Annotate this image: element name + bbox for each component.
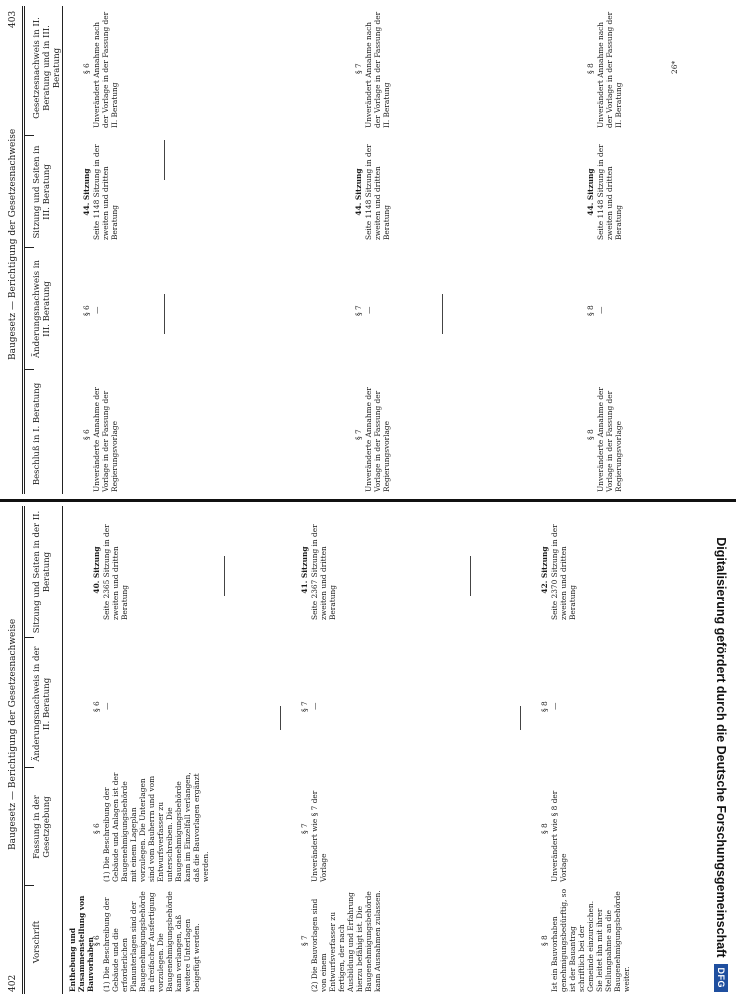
para-mark: § 7: [300, 701, 309, 712]
para-mark: § 6: [82, 429, 91, 440]
para-mark: § 8: [540, 701, 549, 712]
para-mark: § 7: [300, 935, 309, 946]
dash-value: —: [92, 306, 101, 314]
sitzung-label: 44. Sitzung: [586, 168, 595, 216]
running-head-right: Baugesetz — Berichtigung der Gesetzesnachweise: [8, 128, 18, 360]
para-mark: § 6: [92, 701, 101, 712]
para-mark: § 7: [354, 429, 363, 440]
gesetz-text: Unverändert Annahme nach der Vorlage in der Fassung der II. Beratung: [364, 11, 392, 128]
dfg-logo: DFG: [714, 964, 728, 993]
page-number-left: 402: [8, 974, 18, 992]
beschluss-text: Unveränderte Annahme der Vorlage in der Fassung der Regierungsvorlage: [92, 387, 120, 492]
dfg-watermark-text: Digitalisierung gefördert durch die Deutsche Forschungsgemeinschaft: [714, 537, 728, 958]
para-mark: § 6: [92, 935, 101, 946]
page-number-right: 403: [8, 10, 18, 28]
col-header: Änderungsnachweis in der II. Beratung: [32, 646, 53, 762]
para-mark: § 8: [540, 935, 549, 946]
para-mark: § 6: [82, 305, 91, 316]
sitzung-label: 40. Sitzung: [92, 546, 101, 594]
para-mark: § 8: [540, 823, 549, 834]
col-header: Beschluß in I. Beratung: [32, 382, 42, 486]
col-header: Sitzung und Seiten in der II. Beratung: [32, 510, 53, 634]
footnote-mark: 26*: [670, 60, 679, 74]
fassung-text: Unverändert wie § 8 der Vorlage: [550, 790, 569, 882]
dash-value: —: [364, 306, 373, 314]
sitzung-label: 44. Sitzung: [354, 168, 363, 216]
para-mark: § 6: [92, 823, 101, 834]
para-mark: § 6: [82, 63, 91, 74]
para-mark: § 8: [586, 305, 595, 316]
fassung-text: Unverändert wie § 7 der Vorlage: [310, 790, 329, 882]
sitzung-detail: Seite 1148 Sitzung in der zweiten und dritten Beratung: [596, 144, 624, 240]
para-mark: § 8: [586, 429, 595, 440]
dfg-watermark-strip: [706, 0, 736, 1000]
col-header: Gesetzesnachweis in II. Beratung und in III. Beratung: [32, 17, 63, 119]
vorschrift-text: Ist ein Bauvorhaben genehmigungsbedürftig, so ist der Bauantrag schriftlich bei der Gemeinde einzureichen. Sie leitet ihn mit ihrer Stellungnahme an die Baugenehmigungsbehörde weiter.: [550, 888, 632, 992]
gesetz-text: Unverändert Annahme nach der Vorlage in der Fassung der II. Beratung: [596, 11, 624, 128]
col-header: Sitzung und Seiten in III. Beratung: [32, 145, 53, 239]
running-head-left: Baugesetz — Berichtigung der Gesetzesnachweise: [8, 618, 18, 850]
dash-value: —: [310, 702, 319, 710]
gesetz-text: Unverändert Annahme nach der Vorlage in der Fassung der II. Beratung: [92, 11, 120, 128]
dash-value: —: [550, 702, 559, 710]
sitzung-detail: Seite 2370 Sitzung in der zweiten und dritten Beratung: [550, 524, 578, 620]
col-header: Fassung in der Gesetzgebung: [32, 795, 53, 859]
para-mark: § 7: [300, 823, 309, 834]
fassung-text: (1) Die Beschreibung der Gebäude und Anlagen ist der Baugenehmigungsbehörde mit einem Lageplan vorzulegen. Die Unterlagen sind vom Bauherrn und vom Entwurfsverfasser zu unterschreiben. Die Baugenehmigungsbehörde kann im Einzelfall verlangen, daß die Bauvorlagen ergänzt werden.: [102, 772, 211, 882]
col-header: Änderungsnachweis in III. Beratung: [32, 260, 53, 358]
beschluss-text: Unveränderte Annahme der Vorlage in der Fassung der Regierungsvorlage: [596, 387, 624, 492]
sitzung-label: 44. Sitzung: [82, 168, 91, 216]
vorschrift-text: (2) Die Bauvorlagen sind von einem Entwurfsverfasser zu fertigen, der nach Ausbildung und Erfahrung hierzu befähigt ist. Die Baugenehmigungsbehörde kann Ausnahmen zulassen.: [310, 890, 383, 992]
sitzung-detail: Seite 2365 Sitzung in der zweiten und dritten Beratung: [102, 524, 130, 620]
section-title: Enthebung und Zusammenstellung von Bauvorhaben: [68, 895, 96, 992]
dash-value: —: [596, 306, 605, 314]
vorschrift-text: (1) Die Beschreibung der Gebäude und die erforderlichen Planunterlagen sind der Baugenehmigungsbehörde in dreifacher Ausfertigung vorzulegen. Die Baugenehmigungsbehörde kann verlangen, daß weitere Unterlagen beigefügt werden.: [102, 891, 202, 992]
sitzung-detail: Seite 1148 Sitzung in der zweiten und dritten Beratung: [364, 144, 392, 240]
page-fold: [0, 499, 736, 502]
para-mark: § 8: [586, 63, 595, 74]
sitzung-label: 42. Sitzung: [540, 546, 549, 594]
sitzung-detail: Seite 1148 Sitzung in der zweiten und dritten Beratung: [92, 144, 120, 240]
dash-value: —: [102, 702, 111, 710]
sitzung-detail: Seite 2367 Sitzung in der zweiten und dritten Beratung: [310, 524, 338, 620]
para-mark: § 7: [354, 63, 363, 74]
beschluss-text: Unveränderte Annahme der Vorlage in der Fassung der Regierungsvorlage: [364, 387, 392, 492]
para-mark: § 7: [354, 305, 363, 316]
sitzung-label: 41. Sitzung: [300, 546, 309, 594]
col-header: Vorschrift: [32, 920, 42, 964]
